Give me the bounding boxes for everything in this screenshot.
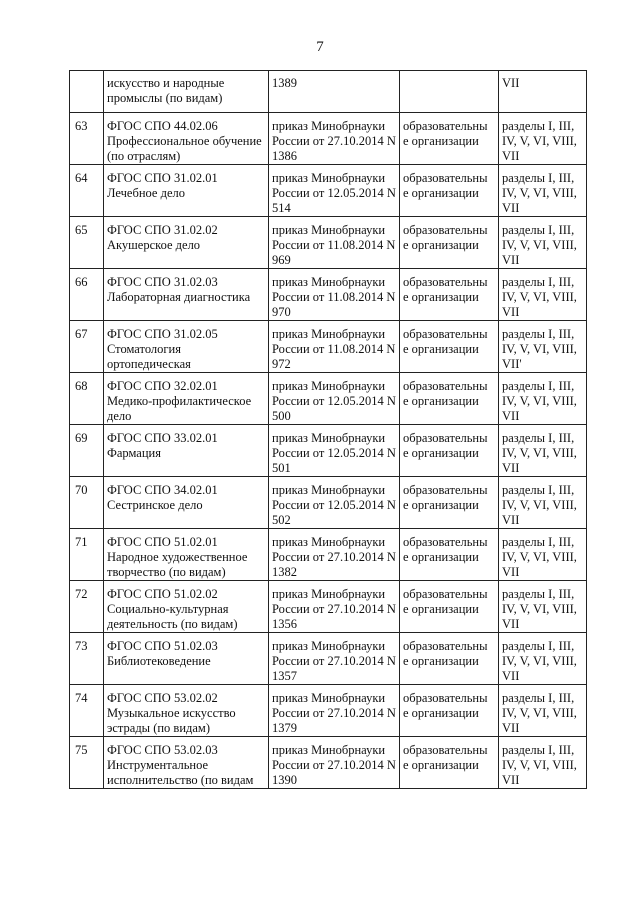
table-row [70, 269, 587, 321]
standard-name: ФГОС СПО 53.02.02 Музыкальное искусство эстрады (по видам) [104, 685, 269, 737]
standard-name: ФГОС СПО 31.02.02 Акушерское дело [104, 217, 269, 269]
table-row [70, 633, 587, 685]
order-reference: 1389 [269, 71, 400, 113]
row-number: 75 [70, 737, 104, 789]
standard-name: ФГОС СПО 31.02.05 Стоматология ортопедическая [104, 321, 269, 373]
table-row [70, 113, 587, 165]
applies-to: образовательны е организации [400, 113, 499, 165]
row-number: 68 [70, 373, 104, 425]
sections-list: разделы I, III, IV, V, VI, VIII, VII [499, 113, 587, 165]
standard-name: ФГОС СПО 51.02.03 Библиотековедение [104, 633, 269, 685]
table-row [70, 321, 587, 373]
applies-to: образовательны е организации [400, 321, 499, 373]
sections-list: разделы I, III, IV, V, VI, VIII, VII [499, 425, 587, 477]
applies-to [400, 71, 499, 113]
table-row [70, 373, 587, 425]
table-row [70, 581, 587, 633]
sections-list: разделы I, III, IV, V, VI, VIII, VII [499, 581, 587, 633]
standards-table [69, 70, 587, 789]
applies-to: образовательны е организации [400, 685, 499, 737]
applies-to: образовательны е организации [400, 165, 499, 217]
standard-name: искусство и народные промыслы (по видам) [104, 71, 269, 113]
table-row [70, 737, 587, 789]
order-reference: приказ Минобрнауки России от 12.05.2014 N 501 [269, 425, 400, 477]
order-reference: приказ Минобрнауки России от 12.05.2014 N 500 [269, 373, 400, 425]
table-row [70, 685, 587, 737]
applies-to: образовательны е организации [400, 581, 499, 633]
applies-to: образовательны е организации [400, 269, 499, 321]
order-reference: приказ Минобрнауки России от 12.05.2014 N 514 [269, 165, 400, 217]
row-number: 69 [70, 425, 104, 477]
order-reference: приказ Минобрнауки России от 12.05.2014 N 502 [269, 477, 400, 529]
standard-name: ФГОС СПО 51.02.02 Социально-культурная деятельность (по видам) [104, 581, 269, 633]
applies-to: образовательны е организации [400, 373, 499, 425]
row-number: 65 [70, 217, 104, 269]
standard-name: ФГОС СПО 31.02.03 Лабораторная диагностика [104, 269, 269, 321]
order-reference: приказ Минобрнауки России от 27.10.2014 N 1379 [269, 685, 400, 737]
sections-list: разделы I, III, IV, V, VI, VIII, VII [499, 217, 587, 269]
row-number [70, 71, 104, 113]
sections-list: разделы I, III, IV, V, VI, VIII, VII [499, 633, 587, 685]
row-number: 66 [70, 269, 104, 321]
table-row [70, 477, 587, 529]
applies-to: образовательны е организации [400, 425, 499, 477]
applies-to: образовательны е организации [400, 217, 499, 269]
order-reference: приказ Минобрнауки России от 11.08.2014 N 970 [269, 269, 400, 321]
applies-to: образовательны е организации [400, 477, 499, 529]
table-row [70, 425, 587, 477]
standard-name: ФГОС СПО 31.02.01 Лечебное дело [104, 165, 269, 217]
standard-name: ФГОС СПО 34.02.01 Сестринское дело [104, 477, 269, 529]
sections-list: разделы I, III, IV, V, VI, VIII, VII [499, 529, 587, 581]
order-reference: приказ Минобрнауки России от 27.10.2014 N 1386 [269, 113, 400, 165]
standard-name: ФГОС СПО 32.02.01 Медико-профилактическое дело [104, 373, 269, 425]
row-number: 71 [70, 529, 104, 581]
sections-list: разделы I, III, IV, V, VI, VIII, VII [499, 685, 587, 737]
applies-to: образовательны е организации [400, 529, 499, 581]
order-reference: приказ Минобрнауки России от 27.10.2014 N 1390 [269, 737, 400, 789]
order-reference: приказ Минобрнауки России от 27.10.2014 N 1357 [269, 633, 400, 685]
table-row [70, 217, 587, 269]
table-row [70, 71, 587, 113]
sections-list: разделы I, III, IV, V, VI, VIII, VII [499, 165, 587, 217]
order-reference: приказ Минобрнауки России от 27.10.2014 N 1356 [269, 581, 400, 633]
order-reference: приказ Минобрнауки России от 27.10.2014 N 1382 [269, 529, 400, 581]
row-number: 74 [70, 685, 104, 737]
standard-name: ФГОС СПО 53.02.03 Инструментальное исполнительство (по видам [104, 737, 269, 789]
row-number: 67 [70, 321, 104, 373]
sections-list: разделы I, III, IV, V, VI, VIII, VII [499, 373, 587, 425]
applies-to: образовательны е организации [400, 737, 499, 789]
sections-list: разделы I, III, IV, V, VI, VIII, VII [499, 737, 587, 789]
row-number: 73 [70, 633, 104, 685]
sections-list: VII [499, 71, 587, 113]
standard-name: ФГОС СПО 33.02.01 Фармация [104, 425, 269, 477]
row-number: 64 [70, 165, 104, 217]
row-number: 63 [70, 113, 104, 165]
sections-list: разделы I, III, IV, V, VI, VIII, VII [499, 477, 587, 529]
standard-name: ФГОС СПО 44.02.06 Профессиональное обучение (по отраслям) [104, 113, 269, 165]
order-reference: приказ Минобрнауки России от 11.08.2014 N 969 [269, 217, 400, 269]
table-body [70, 71, 587, 789]
page-number: 7 [316, 39, 324, 55]
row-number: 70 [70, 477, 104, 529]
order-reference: приказ Минобрнауки России от 11.08.2014 N 972 [269, 321, 400, 373]
applies-to: образовательны е организации [400, 633, 499, 685]
table-row [70, 165, 587, 217]
standard-name: ФГОС СПО 51.02.01 Народное художественное творчество (по видам) [104, 529, 269, 581]
row-number: 72 [70, 581, 104, 633]
table-row [70, 529, 587, 581]
sections-list: разделы I, III, IV, V, VI, VIII, VII [499, 269, 587, 321]
sections-list: разделы I, III, IV, V, VI, VIII, VII' [499, 321, 587, 373]
